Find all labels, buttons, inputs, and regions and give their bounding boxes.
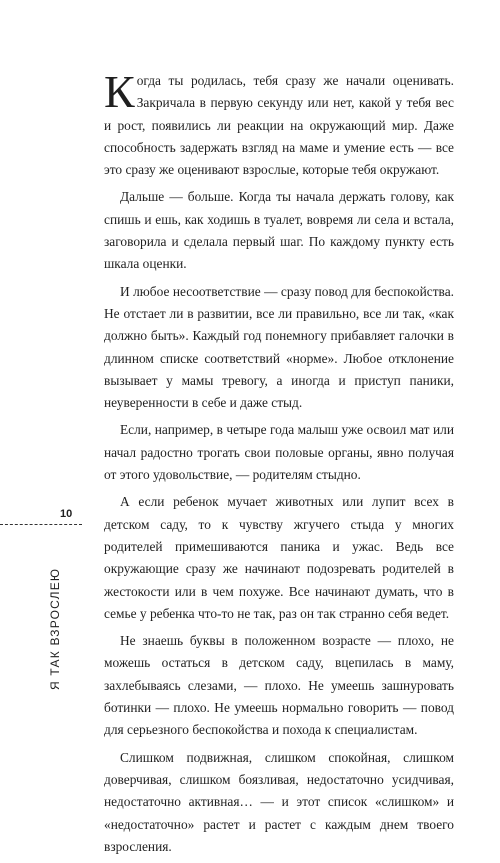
paragraph: Дальше — больше. Когда ты начала держать голову, как спишь и ешь, как ходишь в туалет, вовремя ли села и встала, заговорила и сделала первый шаг. По каждому пункту есть шкала оценки. — [104, 189, 454, 272]
page-number: 10 — [60, 508, 73, 520]
paragraph-text: огда ты родилась, тебя сразу же начали оценивать. Закричала в первую секунду или нет, какой у тебя вес и рост, появились ли реакции на окружающий мир. Даже способность задержать взгляд на маме и умение есть — все это сразу же оценивают взрослые, которые тебя окружают. — [104, 73, 454, 178]
paragraph: А если ребенок мучает животных или лупит всех в детском саду, то к чувству жгучего стыда у многих родителей примешиваются паника и ужас. Ведь все окружающие сразу же начинают подозревать родителей в жестокости или в чем похуже. Все начинают думать, что в семье у ребенка что-то не так, раз он так странно себя ведет. — [104, 494, 454, 621]
drop-cap: К — [104, 66, 135, 117]
paragraph: И любое несоответствие — сразу повод для беспокойства. Не отстает ли в развитии, все ли правильно, все ли так, «как должно быть». Каждый год понемногу прибавляет галочки в длинном списке соответствий «норме». Любое отклонение вызывает у мамы тревогу, а иногда и приступ паники, неуверенности в себе и даже стыд. — [104, 283, 454, 411]
paragraph — [104, 66, 454, 181]
paragraph: Слишком подвижная, слишком спокойная, слишком доверчивая, слишком боязливая, недостаточно усидчивая, недостаточно активная… — и этот список «слишком» и «недостаточно» растет и растет с каждым днем твоего взросления. — [104, 749, 454, 854]
body-text — [104, 66, 454, 863]
paragraph: Если, например, в четыре года малыш уже освоил мат или начал радостно трогать свои половые органы, явно получая от этого удовольствие, — родителям стыдно. — [104, 422, 454, 483]
running-title: Я ТАК ВЗРОСЛЕЮ — [48, 567, 62, 690]
paragraph: Не знаешь буквы в положенном возрасте — плохо, не можешь остаться в детском саду, вцепилась в маму, захлебываясь слезами, — плохо. Не умеешь зашнуровать ботинки — плохо. Не умеешь нормально говорить — повод для серьезного беспокойства и похода к специалистам. — [104, 633, 454, 738]
dashed-divider — [0, 524, 82, 525]
